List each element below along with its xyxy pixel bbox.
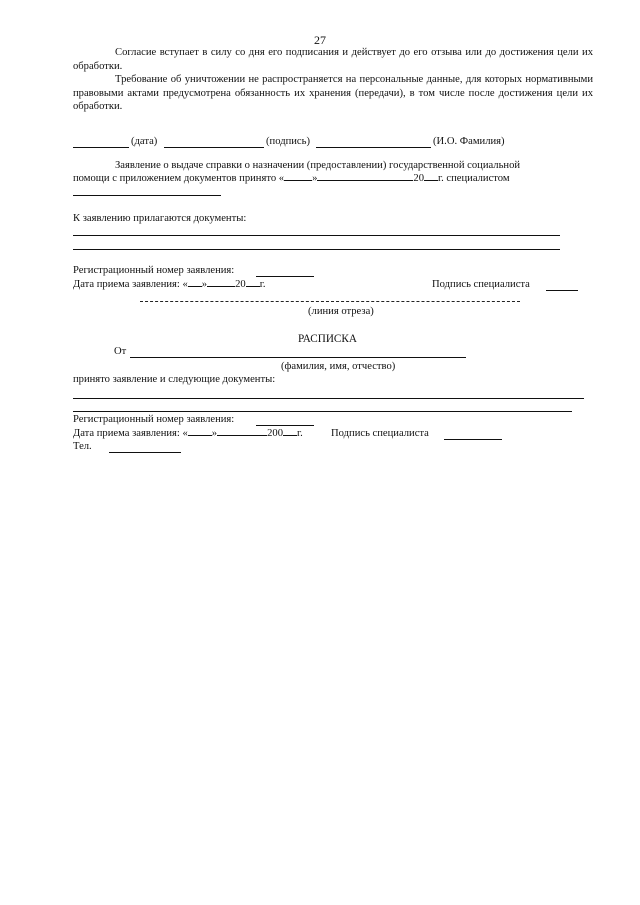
attachments-line-2 <box>73 249 560 250</box>
page-number: 27 <box>314 33 326 47</box>
registration-number-label: Регистрационный номер заявления: <box>73 265 235 276</box>
application-line-1: Заявление о выдаче справки о назначении (предоставлении) государственной социальной <box>115 160 521 171</box>
application-accepted-text: помощи с приложением документов принято « <box>73 173 285 184</box>
attachments-line-1 <box>73 235 560 236</box>
receipt-fio-caption: (фамилия, имя, отчество) <box>281 361 396 372</box>
registration-number-blank <box>256 276 314 277</box>
receipt-documents-line-1 <box>73 398 584 399</box>
receipt-registration-blank <box>256 425 314 426</box>
date-blank <box>73 147 129 148</box>
receipt-date-label: Дата приема заявления: « <box>73 428 188 439</box>
receipt-from-label: От <box>114 346 127 357</box>
receipt-title: РАСПИСКА <box>298 333 357 345</box>
cut-line-caption: (линия отреза) <box>308 306 374 317</box>
consent-paragraph-1: Согласие вступает в силу со дня его подписания и действует до его отзыва или до достижения цели их обработки. <box>73 47 593 72</box>
signature-blank <box>164 147 264 148</box>
signature-caption: (подпись) <box>266 136 310 147</box>
specialist-signature-label: Подпись специалиста <box>432 279 530 290</box>
acceptance-date-row: Дата приема заявления: « » 20 г. <box>73 279 266 290</box>
name-caption: (И.О. Фамилия) <box>433 136 505 147</box>
receipt-specialist-signature-blank <box>444 439 502 440</box>
receipt-tel-label: Тел. <box>73 441 92 452</box>
receipt-documents-line-2 <box>73 411 572 412</box>
name-blank <box>316 147 431 148</box>
cut-line <box>140 301 520 302</box>
attachments-label: К заявлению прилагаются документы: <box>73 213 247 224</box>
acceptance-date-label: Дата приема заявления: « <box>73 279 188 290</box>
receipt-date-row: Дата приема заявления: « » 200 г. <box>73 428 303 439</box>
consent-paragraph-2: Требование об уничтожении не распространяется на персональные данные, для которых нормативными правовыми актами предусмотрена обязанность их хранения (передачи), в том числе после достижения цели их обработки. <box>73 74 593 113</box>
receipt-accepted-label: принято заявление и следующие документы: <box>73 374 276 385</box>
receipt-tel-blank <box>109 452 181 453</box>
receipt-specialist-signature-label: Подпись специалиста <box>331 428 429 439</box>
date-caption: (дата) <box>131 136 158 147</box>
application-line-2: помощи с приложением документов принято « » 20 г. специалистом <box>73 173 510 184</box>
specialist-signature-blank <box>546 290 578 291</box>
receipt-from-blank <box>130 357 466 358</box>
specialist-name-blank <box>73 195 221 196</box>
receipt-registration-label: Регистрационный номер заявления: <box>73 414 235 425</box>
